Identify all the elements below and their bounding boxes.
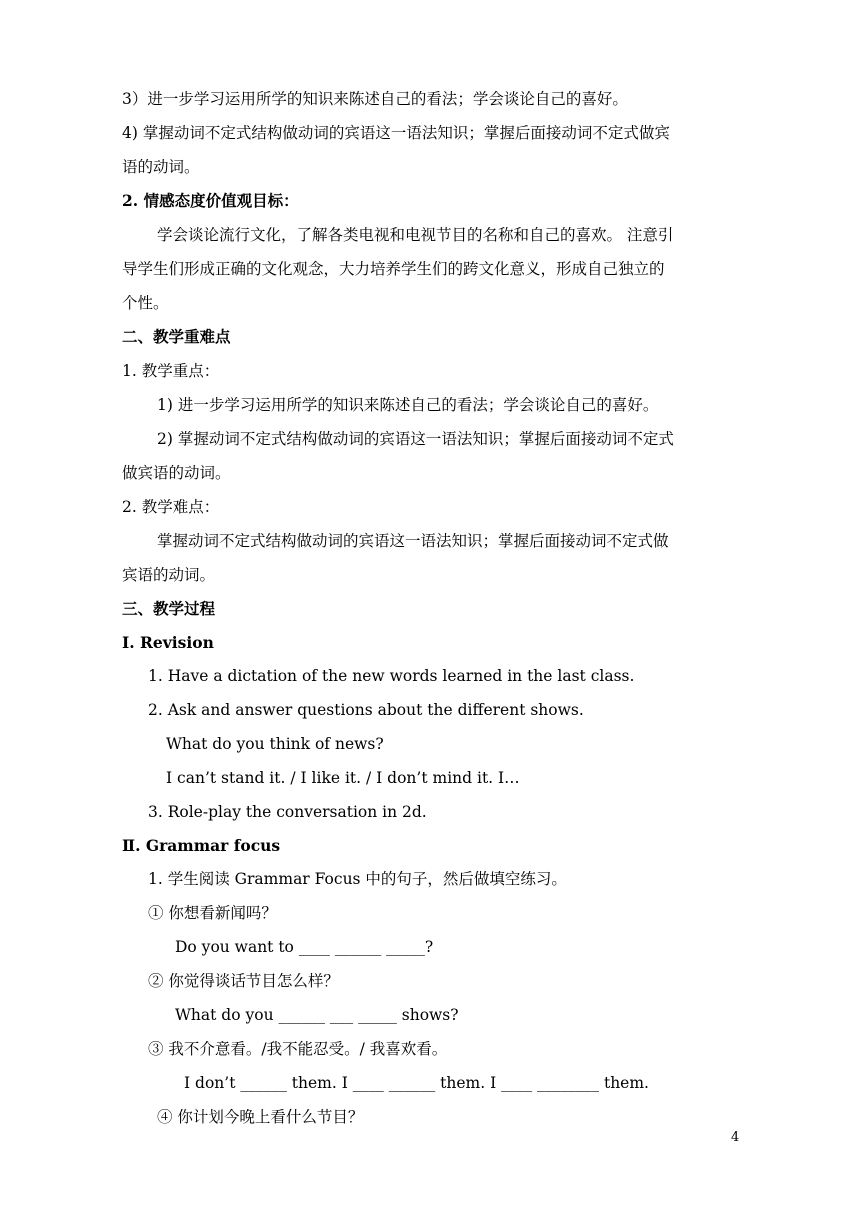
objective-4-cont: 语的动词。	[122, 158, 200, 176]
exercise-2-en: What do you ______ ___ _____ shows?	[175, 1006, 459, 1024]
exercise-1-en: Do you want to ____ ______ _____?	[175, 938, 434, 956]
objective-4: 4) 掌握动词不定式结构做动词的宾语这一语法知识；掌握后面接动词不定式做宾	[122, 124, 670, 142]
revision-heading: Ⅰ. Revision	[122, 633, 214, 652]
grammar-focus-instruction: 1. 学生阅读 Grammar Focus 中的句子，然后做填空练习。	[148, 870, 567, 888]
grammar-focus-heading: Ⅱ. Grammar focus	[122, 836, 281, 855]
emotion-goals-text-2: 导学生们形成正确的文化观念，大力培养学生们的跨文化意义，形成自己独立的	[122, 260, 665, 278]
exercise-4-cn: ④ 你计划今晚上看什么节目？	[157, 1108, 364, 1126]
exercise-2-cn: ② 你觉得谈话节目怎么样？	[148, 972, 339, 990]
exercise-3-en: I don’t ______ them. I ____ ______ them. I ____ ________ them.	[184, 1074, 649, 1092]
section-heading-3: 三、教学过程	[122, 599, 216, 618]
key-points-heading: 1. 教学重点：	[122, 362, 220, 380]
difficulty-heading: 2. 教学难点：	[122, 498, 220, 516]
page-number: 4	[731, 1130, 740, 1145]
revision-item-2: 2. Ask and answer questions about the different shows.	[148, 701, 584, 719]
revision-question: What do you think of news?	[166, 735, 384, 753]
revision-answers: I can’t stand it. / I like it. / I don’t mind it. I…	[166, 769, 520, 787]
objective-3: 3）进一步学习运用所学的知识来陈述自己的看法；学会谈论自己的喜好。	[122, 90, 628, 108]
emotion-goals-text-3: 个性。	[122, 294, 169, 312]
heading-emotion-goals: 2. 情感态度价值观目标：	[122, 191, 299, 210]
difficulty-text-cont: 宾语的动词。	[122, 566, 216, 584]
key-point-1: 1) 进一步学习运用所学的知识来陈述自己的看法；学会谈论自己的喜好。	[157, 396, 659, 414]
key-point-2-cont: 做宾语的动词。	[122, 464, 231, 482]
revision-item-1: 1. Have a dictation of the new words learned in the last class.	[148, 667, 635, 685]
exercise-3-cn: ③ 我不介意看。/我不能忍受。/ 我喜欢看。	[148, 1040, 448, 1058]
section-heading-2: 二、教学重难点	[122, 327, 231, 346]
difficulty-text: 掌握动词不定式结构做动词的宾语这一语法知识；掌握后面接动词不定式做	[157, 532, 669, 550]
revision-item-3: 3. Role-play the conversation in 2d.	[148, 803, 427, 821]
key-point-2: 2) 掌握动词不定式结构做动词的宾语这一语法知识；掌握后面接动词不定式	[157, 430, 674, 448]
emotion-goals-text: 学会谈论流行文化，了解各类电视和电视节目的名称和自己的喜欢。 注意引	[157, 226, 674, 244]
exercise-1-cn: ① 你想看新闻吗？	[148, 904, 277, 922]
